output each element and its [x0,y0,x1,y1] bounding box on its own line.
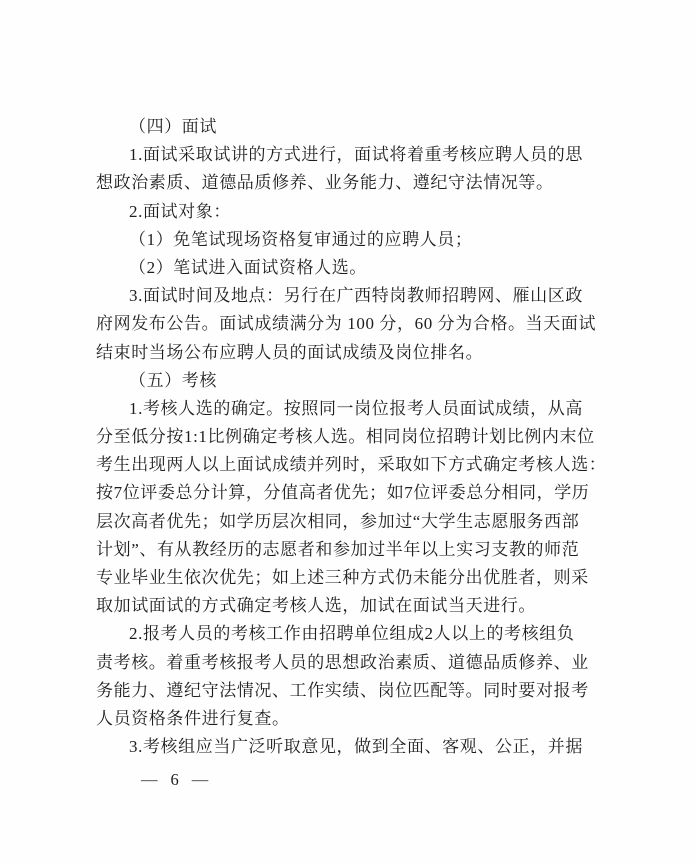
text-line: 想政治素质、道德品质修养、业务能力、遵纪守法情况等。 [96,173,554,193]
text-line: 考生出现两人以上面试成绩并列时，采取如下方式确定考核人选： [96,455,607,475]
text-line: 务能力、遵纪守法情况、工作实绩、岗位匹配等。同时要对报考 [96,680,589,700]
text-line: 按7位评委总分计算，分值高者优先；如7位评委总分相同，学历 [96,483,590,503]
text-line: 责考核。着重考核报考人员的思想政治素质、道德品质修养、业 [96,652,589,672]
text-line: 3.面试时间及地点：另行在广西特岗教师招聘网、雁山区政 [129,286,583,306]
text-line: 2.报考人员的考核工作由招聘单位组成2人以上的考核组负 [129,624,575,644]
page-number: 6 [170,770,179,789]
text-line: 人员资格条件进行复查。 [96,708,290,728]
text-line: 1.考核人选的确定。按照同一岗位报考人员面试成绩，从高 [129,398,583,418]
footer-dash-right: — [191,771,209,789]
text-line: （2）笔试进入面试资格人选。 [129,257,367,277]
text-line: 3.考核组应当广泛听取意见，做到全面、客观、公正，并据 [129,737,583,757]
text-line: 取加试面试的方式确定考核人选，加试在面试当天进行。 [96,596,536,616]
text-line: 结束时当场公布应聘人员的面试成绩及岗位排名。 [96,342,484,362]
text-line: 计划”、有从教经历的志愿者和参加过半年以上实习支教的师范 [96,539,580,559]
text-line: （1）免笔试现场资格复审通过的应聘人员； [129,229,473,249]
text-line: （五）考核 [129,370,217,390]
text-line: 1.面试采取试讲的方式进行，面试将着重考核应聘人员的思 [129,145,583,165]
text-line: 2.面试对象： [129,201,231,221]
footer-dash-left: — [141,771,158,789]
text-line: 专业毕业生依次优先；如上述三种方式仍未能分出优胜者，则采 [96,568,589,587]
text-line: 分至低分按1:1比例确定考核人选。相同岗位招聘计划比例内末位 [96,427,595,447]
page-footer [141,766,208,794]
document-body [96,113,616,761]
text-line: （四）面试 [129,117,217,136]
text-line: 层次高者优先；如学历层次相同，参加过“大学生志愿服务西部 [96,511,580,531]
text-line: 府网发布公告。面试成绩满分为 100 分，60 分为合格。当天面试 [96,314,597,334]
